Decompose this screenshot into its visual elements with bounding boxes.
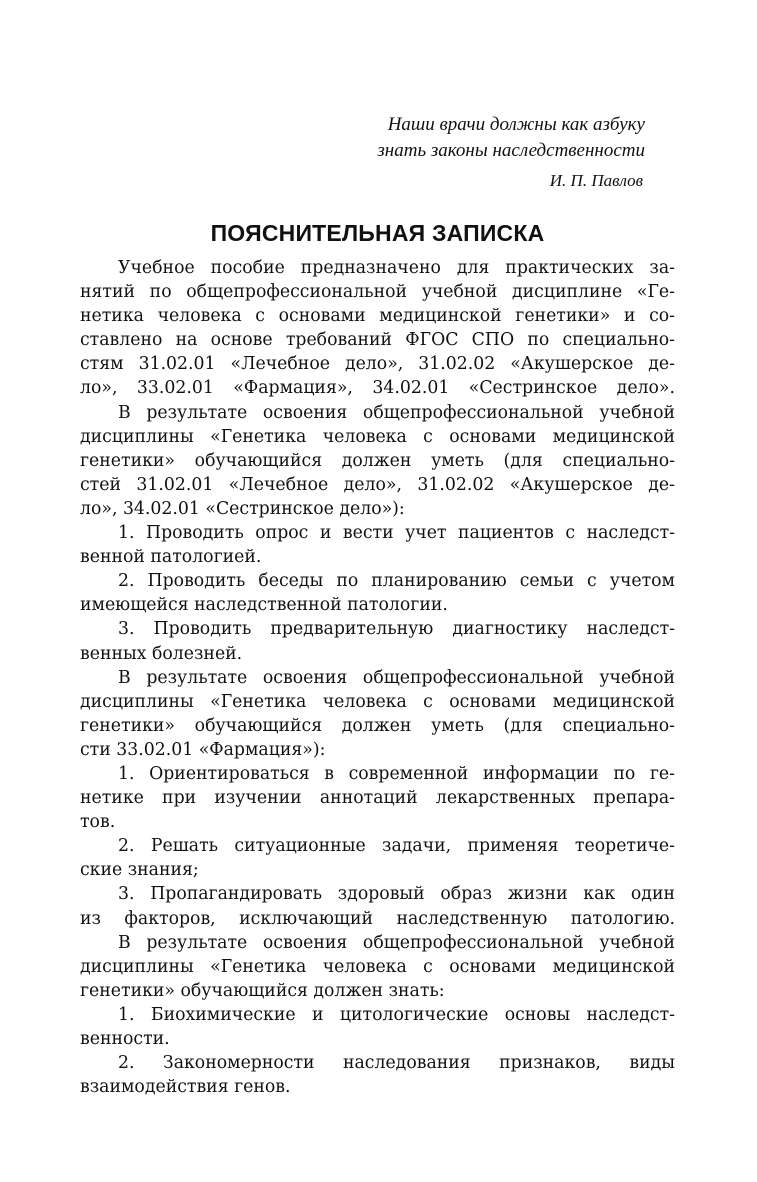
text-line: ло», 34.02.01 «Сестринское дело»): — [80, 498, 405, 519]
text-line: стям 31.02.01 «Лечебное дело», 31.02.02 «Акушерское де- — [80, 354, 675, 375]
text-line: из факторов, исключающий наследственную патологию. — [80, 908, 675, 929]
text-line: 2. Решать ситуационные задачи, применяя теоретиче- — [118, 836, 675, 857]
text-line: генетики» обучающийся должен уметь (для специально- — [80, 450, 675, 471]
text-line: дисциплины «Генетика человека с основами медицинской — [80, 426, 675, 447]
text-line: сти 33.02.01 «Фармация»): — [80, 739, 326, 760]
text-line: Учебное пособие предназначено для практических за- — [118, 258, 675, 278]
page-title: ПОЯСНИТЕЛЬНАЯ ЗАПИСКА — [210, 220, 545, 246]
epigraph-line-2: знать законы наследственности — [377, 140, 645, 161]
text-line: генетики» обучающийся должен уметь (для специально- — [80, 715, 675, 736]
text-line: 2. Проводить беседы по планированию семьи с учетом — [118, 571, 675, 592]
text-line: венности. — [80, 1029, 170, 1049]
text-line: ставлено на основе требований ФГОС СПО по специально- — [80, 330, 675, 351]
text-line: 1. Проводить опрос и вести учет пациентов с наследст- — [118, 523, 675, 544]
epigraph-author: И. П. Павлов — [549, 171, 643, 190]
text-line: ские знания; — [80, 860, 199, 881]
text-line: венных болезней. — [80, 643, 243, 664]
document-page — [80, 112, 675, 1099]
text-line: генетики» обучающийся должен знать: — [80, 980, 445, 1001]
text-line: имеющейся наследственной патологии. — [80, 595, 448, 616]
text-line: 1. Биохимические и цитологические основы наследст- — [118, 1004, 675, 1025]
text-line: венной патологией. — [80, 547, 262, 568]
text-line: дисциплины «Генетика человека с основами медицинской — [80, 691, 675, 712]
text-line: В результате освоения общепрофессиональной учебной — [118, 932, 675, 953]
text-line: 3. Проводить предварительную диагностику наследст- — [118, 619, 675, 640]
text-line: дисциплины «Генетика человека с основами медицинской — [80, 956, 675, 977]
text-line: В результате освоения общепрофессиональной учебной — [118, 402, 675, 423]
text-line: В результате освоения общепрофессиональной учебной — [118, 667, 675, 688]
epigraph-line-1: Наши врачи должны как азбуку — [387, 114, 645, 135]
body-text — [80, 256, 675, 1099]
text-line: взаимодействия генов. — [80, 1077, 291, 1098]
text-line: нетике при изучении аннотаций лекарственных препара- — [80, 788, 675, 809]
epigraph — [80, 112, 675, 194]
text-line: нетика человека с основами медицинской генетики» и со- — [80, 306, 675, 327]
text-line: 3. Пропагандировать здоровый образ жизни как один — [118, 884, 675, 905]
text-line: нятий по общепрофессиональной учебной дисциплине «Ге- — [80, 282, 675, 303]
text-line: тов. — [80, 812, 116, 833]
text-line: 1. Ориентироваться в современной информации по ге- — [118, 763, 675, 784]
text-line: 2. Закономерности наследования признаков, виды — [118, 1053, 675, 1074]
text-line: стей 31.02.01 «Лечебное дело», 31.02.02 «Акушерское де- — [80, 474, 675, 495]
text-line: ло», 33.02.01 «Фармация», 34.02.01 «Сестринское дело». — [80, 378, 675, 399]
